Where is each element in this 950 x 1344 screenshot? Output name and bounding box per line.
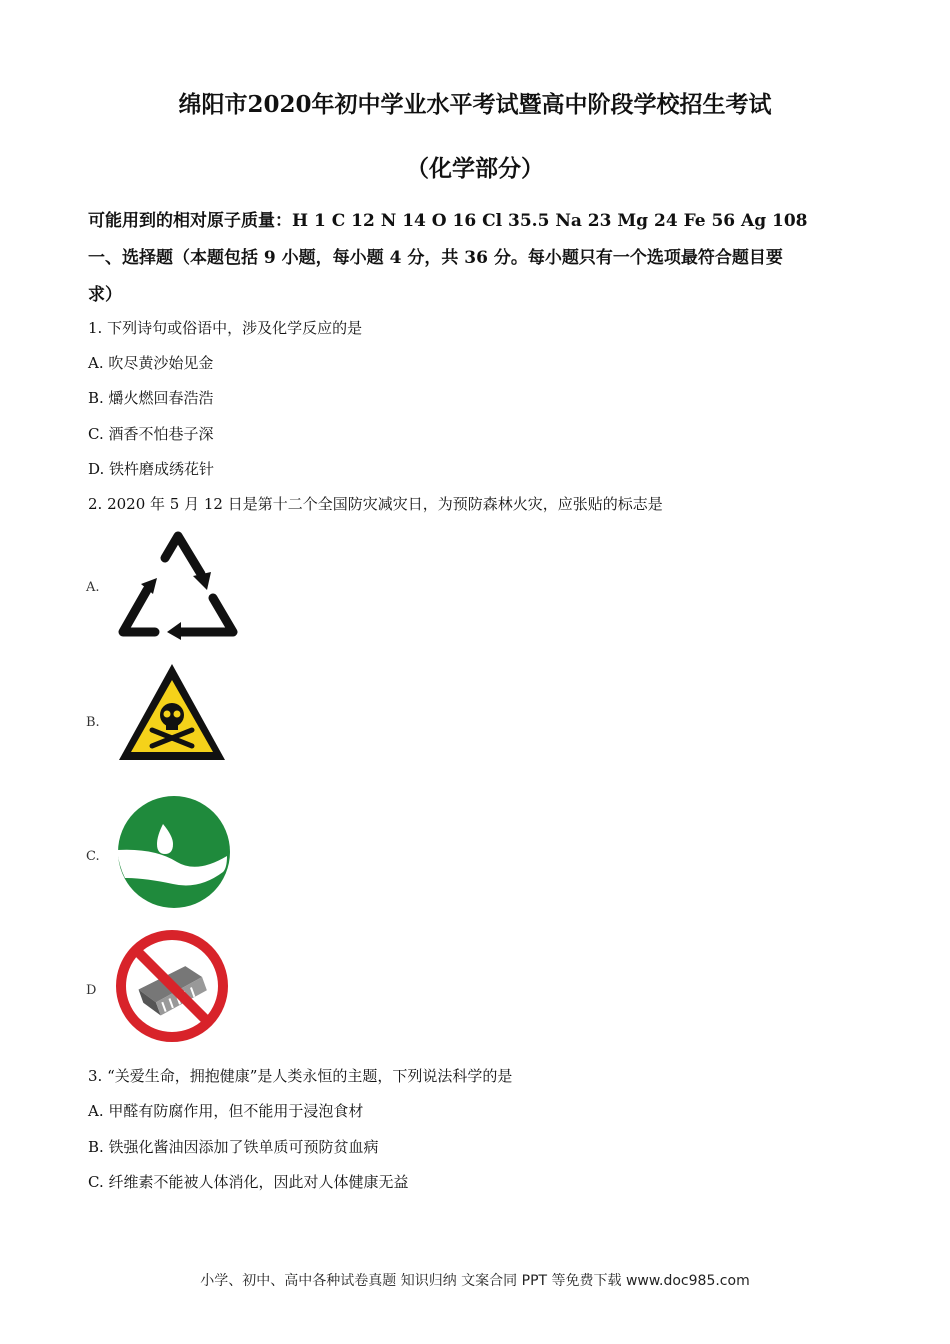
q3-option-a: A. 甲醛有防腐作用，但不能用于浸泡食材 — [88, 1102, 364, 1120]
question-2-stem: 2. 2020 年 5 月 12 日是第十二个全国防灾减灾日，为预防森林火灾，应张贴的标志是 — [88, 495, 663, 513]
q2-option-a-label: A. — [86, 580, 100, 595]
section-heading-cont: 求） — [88, 285, 122, 305]
no-matches-icon — [112, 928, 232, 1044]
page-footer: 小学、初中、高中各种试卷真题 知识归纳 文案合同 PPT 等免费下载 www.doc985.com — [200, 1273, 750, 1289]
q1-option-c: C. 酒香不怕巷子深 — [88, 425, 214, 443]
q2-option-b-label: B. — [86, 715, 100, 730]
q3-option-c: C. 纤维素不能被人体消化，因此对人体健康无益 — [88, 1173, 409, 1191]
recycle-icon — [115, 528, 241, 640]
q1-option-a: A. 吹尽黄沙始见金 — [88, 354, 214, 372]
question-1-stem: 1. 下列诗句或俗语中，涉及化学反应的是 — [88, 319, 363, 337]
atomic-masses: 可能用到的相对原子质量：H 1 C 12 N 14 O 16 Cl 35.5 Na 23 Mg 24 Fe 56 Ag 108 — [88, 211, 808, 231]
q2-option-c-label: C. — [86, 849, 100, 864]
q1-option-b: B. 爝火燃回春浩浩 — [88, 389, 214, 407]
exam-subtitle: （化学部分） — [406, 155, 544, 182]
water-saving-icon — [115, 794, 233, 910]
toxic-icon — [115, 660, 229, 764]
exam-title: 绵阳市2020年初中学业水平考试暨高中阶段学校招生考试 — [178, 91, 772, 118]
q1-option-d: D. 铁杵磨成绣花针 — [88, 460, 215, 478]
section-heading: 一、选择题（本题包括 9 小题，每小题 4 分，共 36 分。每小题只有一个选项最符合题目要 — [88, 248, 783, 268]
q3-option-b: B. 铁强化酱油因添加了铁单质可预防贫血病 — [88, 1138, 379, 1156]
q2-option-d-label: D — [86, 983, 97, 998]
question-3-stem: 3. “关爱生命，拥抱健康”是人类永恒的主题，下列说法科学的是 — [88, 1067, 513, 1085]
